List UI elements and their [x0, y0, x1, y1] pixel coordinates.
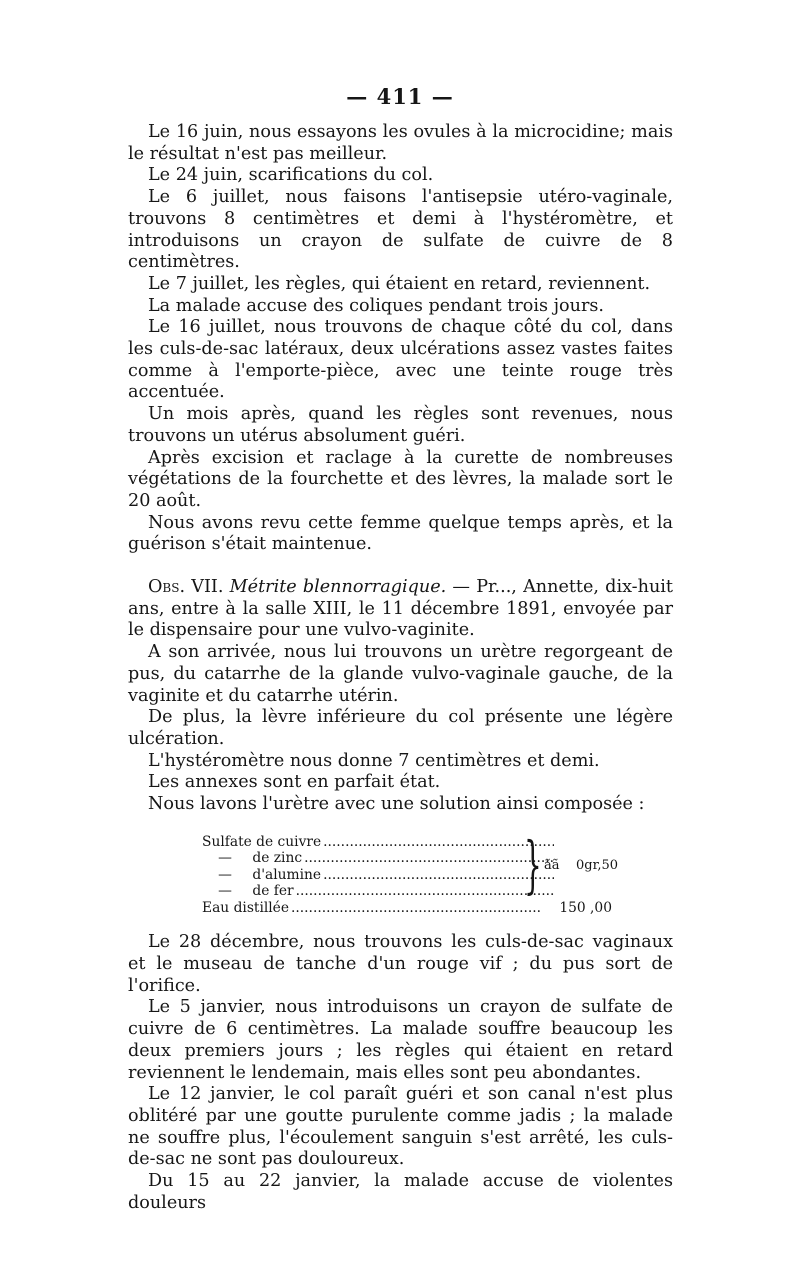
- paragraph: Le 24 juin, scarifications du col.: [148, 165, 434, 186]
- recipe-aa: ãã: [544, 857, 560, 873]
- page-number: — 411 —: [346, 84, 454, 109]
- recipe-row: [202, 900, 632, 917]
- recipe-item: Eau distillée: [202, 899, 290, 916]
- recipe-item: d'alumine: [252, 866, 322, 883]
- paragraph: Du 15 au 22 janvier, la malade accuse de violentes douleurs: [128, 1171, 673, 1213]
- recipe-brace: [524, 827, 619, 901]
- paragraph: Le 16 juillet, nous trouvons de chaque côté du col, dans les culs-de-sac latéraux, deux ulcérations assez vastes faites comme à l'emporte-pièce, avec une teinte rouge très accentuée.: [128, 317, 673, 403]
- paragraph: La malade accuse des coliques pendant trois jours.: [148, 295, 604, 316]
- observation-title: Métrite blennorragique.: [229, 577, 447, 598]
- paragraph: Nous avons revu cette femme quelque temps après, et la guérison s'était maintenue.: [128, 512, 673, 555]
- paragraph: Le 7 juillet, les règles, qui étaient en retard, reviennent.: [148, 273, 651, 294]
- ditto-mark: —: [218, 866, 232, 883]
- paragraph: De plus, la lèvre inférieure du col présente une légère ulcération.: [128, 707, 673, 749]
- observation-intro: — Pr..., Annette, dix-huit ans, entre à la salle XIII, le 11 décembre 1891, envoyée par le dispensaire pour une vulvo-vaginite.: [128, 577, 673, 641]
- recipe-amount: 150 ,00: [559, 899, 612, 916]
- recipe-item: de zinc: [252, 850, 303, 867]
- observation-heading: [128, 577, 673, 642]
- recipe-table: [202, 827, 632, 917]
- ditto-mark: —: [218, 850, 232, 867]
- paragraph: Les annexes sont en parfait état.: [148, 772, 441, 793]
- brace-glyph: }: [524, 827, 542, 901]
- paragraph: Le 16 juin, nous essayons les ovules à la microcidine; mais le résultat n'est pas meilleur.: [128, 122, 673, 164]
- paragraph: L'hystéromètre nous donne 7 centimètres et demi.: [148, 750, 600, 771]
- observation-label: Obs. VII.: [148, 577, 224, 598]
- recipe-dose: 0gr,50: [576, 857, 619, 873]
- body-text: [128, 122, 673, 1214]
- paragraph: Le 6 juillet, nous faisons l'antisepsie utéro-vaginale, trouvons 8 centimètres et demi à l'hystéromètre, et introduisons un crayon de sulfate de cuivre de 8 centimètres.: [128, 187, 673, 273]
- paragraph: Le 12 janvier, le col paraît guéri et son canal n'est plus oblitéré par une goutte purulente comme jadis ; la malade ne souffre plus, l'écoulement sanguin s'est arrêté, les culs-de-sac ne sont pas douloureux.: [128, 1084, 673, 1170]
- recipe-item: Sulfate de cuivre: [202, 833, 322, 850]
- paragraph: Le 28 décembre, nous trouvons les culs-de-sac vaginaux et le museau de tanche d'un rouge vif ; du pus sort de l'orifice.: [128, 932, 673, 996]
- recipe-item: de fer: [252, 883, 294, 900]
- paragraph: A son arrivée, nous lui trouvons un urètre regorgeant de pus, du catarrhe de la glande vulvo-vaginale gauche, de la vaginite et du catarrhe utérin.: [128, 642, 673, 706]
- paragraph: Après excision et raclage à la curette de nombreuses végétations de la fourchette et des lèvres, la malade sort le 20 août.: [128, 447, 673, 511]
- paragraph: Un mois après, quand les règles sont revenues, nous trouvons un utérus absolument guéri.: [128, 404, 673, 446]
- ditto-mark: —: [218, 883, 232, 900]
- paragraph: Nous lavons l'urètre avec une solution ainsi composée :: [148, 794, 645, 815]
- paragraph: Le 5 janvier, nous introduisons un crayon de sulfate de cuivre de 6 centimètres. La malade souffre beaucoup les deux premiers jours ; les règles qui étaient en retard reviennent le lendemain, mais elles sont peu abondantes.: [128, 997, 673, 1083]
